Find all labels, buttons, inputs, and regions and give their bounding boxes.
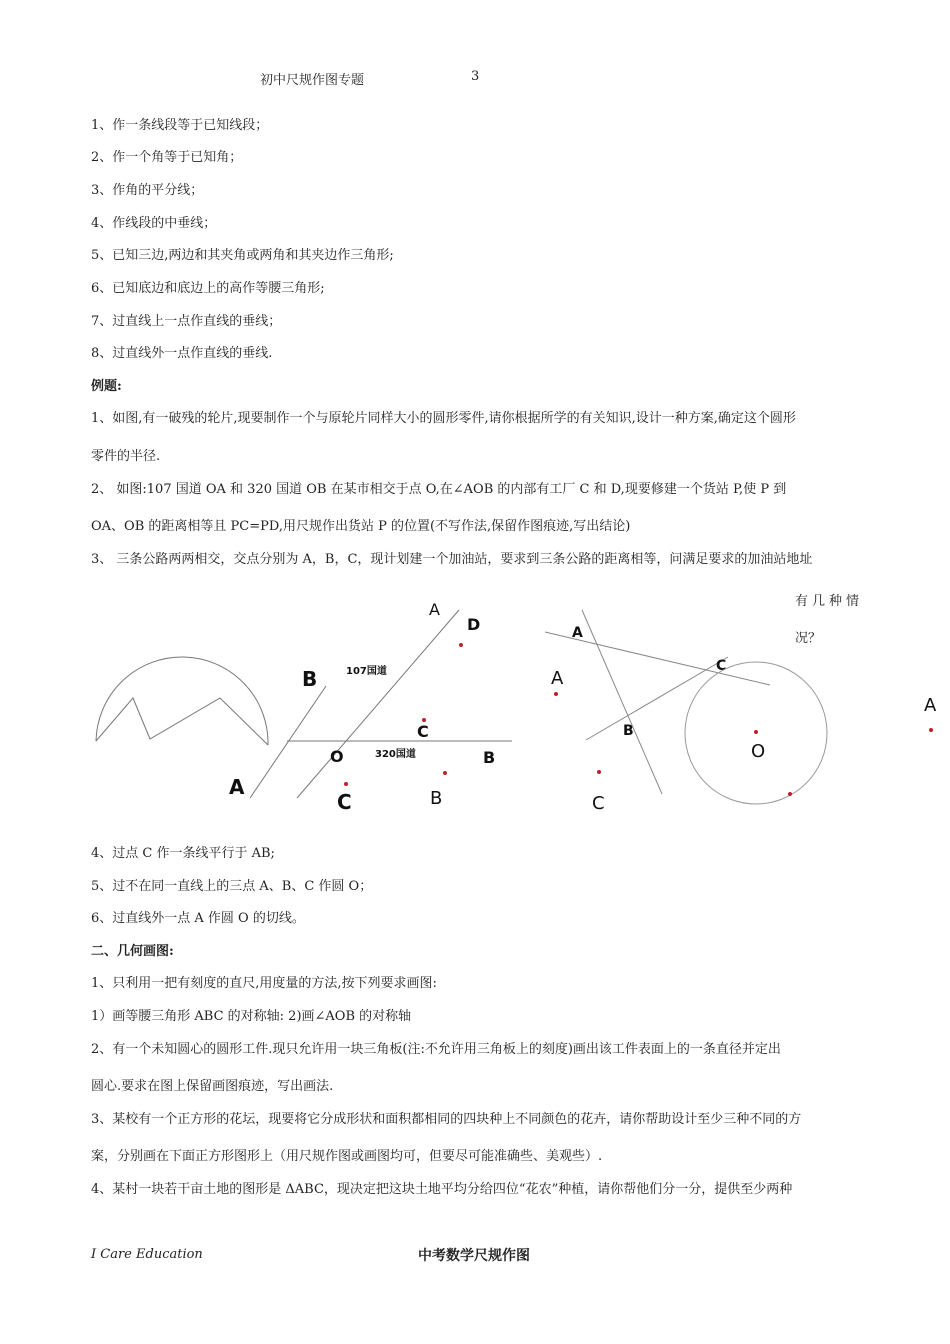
label-c-point: C	[592, 793, 605, 814]
label-c-line: C	[716, 658, 727, 674]
construction-item: 6、过直线外一点 A 作圆 O 的切线。	[91, 911, 305, 926]
construction-item: 4、过点 C 作一条线平行于 AB;	[91, 846, 275, 861]
figures-row	[0, 590, 950, 830]
label-d: D	[467, 615, 481, 634]
construction-item: 7、过直线上一点作直线的垂线；	[91, 314, 282, 329]
construction-item: 1、作一条线段等于已知线段；	[91, 118, 269, 133]
construction-item: 2、作一个角等于已知角；	[91, 150, 243, 165]
label-b-point: B	[430, 788, 443, 809]
footer-title: 中考数学尺规作图	[418, 1248, 530, 1264]
point-d	[459, 643, 463, 647]
label-a-point: A	[551, 668, 564, 689]
construction-item: 5、过不在同一直线上的三点 A、B、C 作圆 O；	[91, 879, 373, 894]
label-b-left: B	[302, 667, 318, 691]
construction-item: 6、已知底边和底边上的高作等腰三角形;	[91, 281, 325, 296]
construction-item: 4、作线段的中垂线；	[91, 216, 217, 231]
label-a-bottom: A	[229, 775, 245, 799]
label-a: A	[429, 600, 440, 619]
point-c	[597, 770, 601, 774]
road-107-line	[297, 610, 459, 798]
wheel-broken-edge	[96, 698, 268, 745]
label-a-line: A	[572, 625, 583, 641]
circle-figure	[685, 662, 937, 804]
label-c-bottom: C	[337, 790, 352, 814]
example-1-text-cont: 零件的半径.	[91, 449, 161, 464]
label-b: B	[623, 723, 634, 739]
geometry-item-3: 3、某校有一个正方形的花坛，现要将它分成形状和面积都相同的四块种上不同颜色的花卉，请你帮助设计至少三种不同的方	[91, 1112, 802, 1127]
label-b-right: B	[483, 748, 496, 767]
geometry-item-4: 4、某村一块若干亩土地的图形是 ΔABC，现决定把这块土地平均分给四位“花农”种植，请你帮他们分一分，提供至少两种	[91, 1182, 793, 1197]
geometry-item-2-cont: 圆心.要求在图上保留画图痕迹，写出画法.	[91, 1079, 334, 1094]
point-c-bottom	[344, 782, 348, 786]
roads-figure	[229, 600, 512, 814]
construction-item: 5、已知三边,两边和其夹角或两角和其夹边作三角形;	[91, 248, 394, 263]
road-line-3	[586, 657, 728, 740]
geometry-item-3-cont: 案，分别画在下面正方形图形上（用尺规作图或画图均可，但要尽可能准确些、美观些）.	[91, 1149, 603, 1164]
geometry-item-1: 1、只利用一把有刻度的直尺,用度量的方法,按下列要求画图:	[91, 976, 437, 991]
geometry-item-2: 2、有一个未知圆心的圆形工件.现只允许用一块三角板(注:不允许用三角板上的刻度)画出该工件表面上的一条直径并定出	[91, 1042, 781, 1057]
point-a	[554, 692, 558, 696]
three-roads-figure	[545, 610, 770, 814]
label-road-107: 107国道	[346, 666, 387, 677]
example-2-text: 2、 如图:107 国道 OA 和 320 国道 OB 在某市相交于点 O,在∠AOB 的内部有工厂 C 和 D,现要修建一个货站 P,使 P 到	[91, 482, 787, 497]
page-number: 3	[471, 69, 480, 84]
point-a-outside	[929, 728, 933, 732]
label-a-outside: A	[924, 695, 937, 716]
label-c-mid: C	[417, 722, 429, 741]
point-o	[754, 730, 758, 734]
point-on-circle	[788, 792, 792, 796]
example-1-text: 1、如图,有一破残的轮片,现要制作一个与原轮片同样大小的圆形零件,请你根据所学的有关知识,设计一种方案,确定这个圆形	[91, 411, 796, 426]
line-ab	[250, 686, 326, 798]
examples-heading: 例题:	[91, 379, 122, 394]
construction-item: 8、过直线外一点作直线的垂线.	[91, 346, 273, 361]
label-o-circle: O	[751, 741, 766, 762]
example-3-text-cont: 有几种情	[795, 594, 864, 609]
geometry-heading: 二、几何画图:	[91, 944, 174, 959]
example-3-text: 3、 三条公路两两相交，交点分别为 A，B，C，现计划建一个加油站，要求到三条公路的距离相等，问满足要求的加油站地址	[91, 552, 813, 567]
footer-brand: I Care Education	[91, 1247, 203, 1262]
page-title: 初中尺规作图专题	[260, 73, 365, 88]
wheel-arc	[96, 657, 268, 745]
label-road-320: 320国道	[375, 749, 416, 760]
broken-wheel-figure	[96, 657, 268, 745]
point-b	[443, 771, 447, 775]
construction-item: 3、作角的平分线；	[91, 183, 204, 198]
label-o: O	[330, 747, 344, 766]
road-line-1	[582, 610, 662, 794]
geometry-item-1-sub: 1）画等腰三角形 ABC 的对称轴: 2)画∠AOB 的对称轴	[91, 1009, 412, 1024]
example-3-text-end: 况？	[795, 631, 822, 646]
example-2-text-cont: OA、OB 的距离相等且 PC=PD,用尺规作出货站 P 的位置(不写作法,保留作图痕迹,写出结论)	[91, 519, 631, 534]
